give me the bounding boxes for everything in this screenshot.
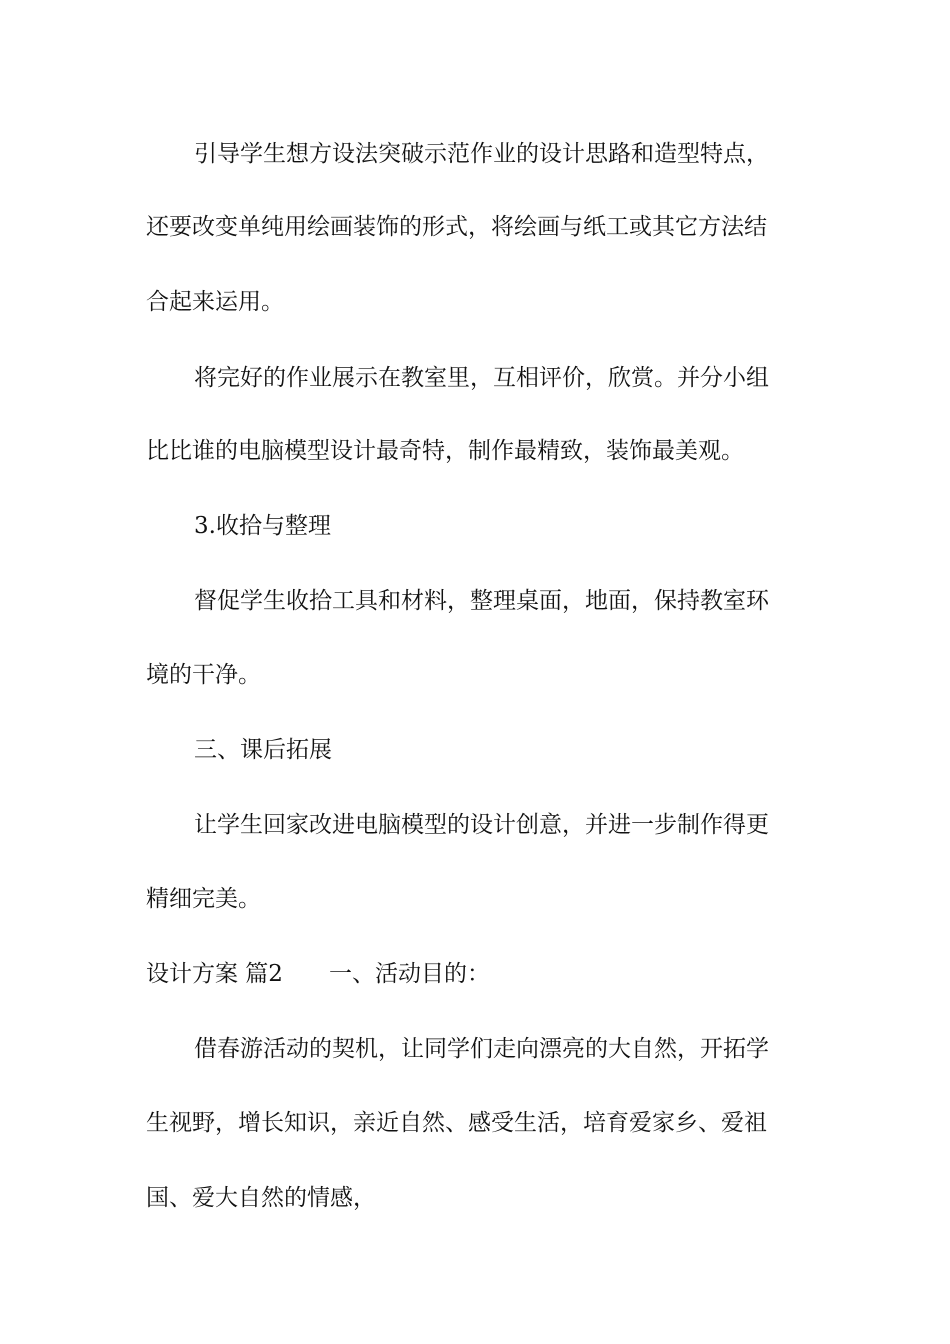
plan-title: 设计方案 篇2 [146, 961, 283, 987]
paragraph-line: 国、爱大自然的情感， [146, 1185, 376, 1211]
paragraph-line: 将完好的作业展示在教室里，互相评价，欣赏。并分小组 [194, 365, 769, 391]
paragraph-line: 督促学生收拾工具和材料，整理桌面，地面，保持教室环 [194, 588, 769, 614]
paragraph-line: 比比谁的电脑模型设计最奇特，制作最精致，装饰最美观。 [146, 438, 744, 464]
paragraph-line: 合起来运用。 [146, 289, 284, 315]
paragraph-line: 生视野，增长知识，亲近自然、感受生活，培育爱家乡、爱祖 [146, 1110, 767, 1136]
section-heading: 3.收拾与整理 [194, 513, 331, 539]
heading-line [146, 959, 816, 989]
paragraph-line: 让学生回家改进电脑模型的设计创意，并进一步制作得更 [194, 812, 769, 838]
paragraph-line: 借春游活动的契机，让同学们走向漂亮的大自然，开拓学 [194, 1036, 769, 1062]
paragraph-line: 引导学生想方设法突破示范作业的设计思路和造型特点， [194, 141, 769, 167]
section-heading: 一、活动目的： [328, 961, 490, 987]
paragraph-line: 境的干净。 [146, 662, 261, 688]
paragraph-line: 精细完美。 [146, 886, 261, 912]
section-heading: 三、课后拓展 [194, 737, 332, 763]
paragraph-line: 还要改变单纯用绘画装饰的形式，将绘画与纸工或其它方法结 [146, 214, 767, 240]
